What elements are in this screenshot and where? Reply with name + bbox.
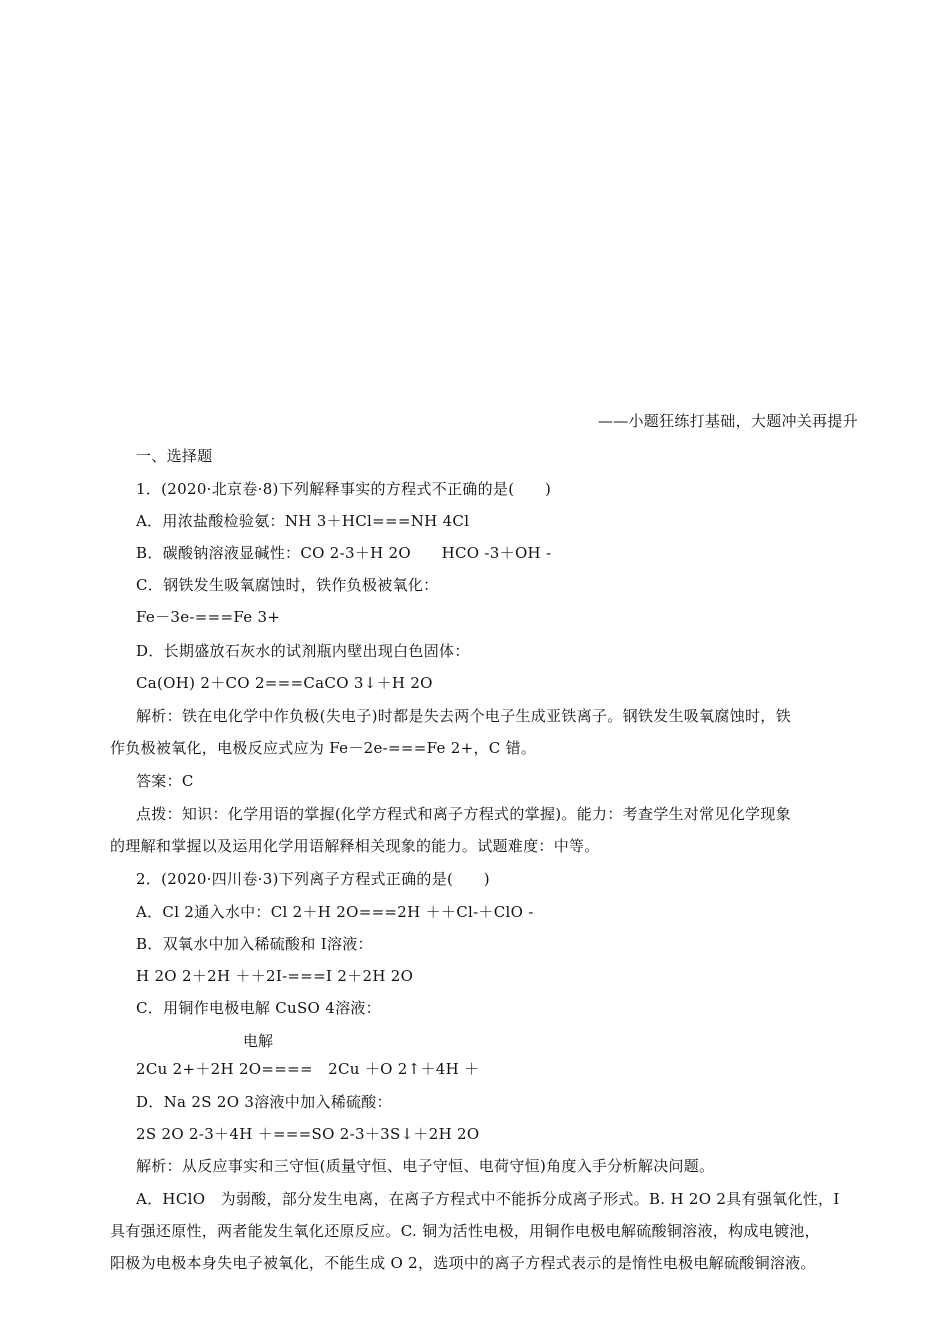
- section-title: 一、选择题: [136, 447, 213, 465]
- q2-option-c-equation: 2Cu 2+＋2H 2O==== 2Cu ＋O 2↑＋4H ＋: [136, 1060, 480, 1078]
- q2-analysis-line-2: A．HClO 为弱酸，部分发生电离，在离子方程式中不能拆分成离子形式。B. H 2O 2具有强氧化性，I: [136, 1190, 840, 1208]
- q1-tip-line-2: 的理解和掌握以及运用化学用语解释相关现象的能力。试题难度：中等。: [110, 837, 600, 855]
- q2-option-a: A．Cl 2通入水中：Cl 2＋H 2O===2H ＋＋Cl-＋ClO -: [136, 903, 534, 921]
- q2-option-d: D．Na 2S 2O 3溶液中加入稀硫酸：: [136, 1093, 392, 1111]
- q2-analysis-line-4: 阳极为电极本身失电子被氧化，不能生成 O 2，选项中的离子方程式表示的是惰性电极电解硫酸铜溶液。: [110, 1254, 816, 1272]
- q2-option-b: B．双氧水中加入稀硫酸和 I溶液：: [136, 935, 373, 953]
- q1-option-a: A．用浓盐酸检验氨：NH 3＋HCl===NH 4Cl: [136, 512, 470, 530]
- q1-option-d-equation: Ca(OH) 2＋CO 2===CaCO 3↓＋H 2O: [136, 674, 433, 692]
- slogan: ——小题狂练打基础，大题冲关再提升: [597, 412, 858, 430]
- q2-option-b-equation: H 2O 2＋2H ＋＋2I-===I 2＋2H 2O: [136, 967, 414, 985]
- q2-analysis-line-3: 具有强还原性，两者能发生氧化还原反应。C. 铜为活性电极，用铜作电极电解硫酸铜溶液，构成电镀池，: [110, 1222, 820, 1240]
- q1-option-c: C．钢铁发生吸氧腐蚀时，铁作负极被氧化：: [136, 576, 439, 594]
- q1-stem: 1．(2020·北京卷·8)下列解释事实的方程式不正确的是( ): [136, 480, 552, 498]
- q1-option-b: B．碳酸钠溶液显碱性：CO 2-3＋H 2O HCO -3＋OH -: [136, 544, 552, 562]
- electrolysis-label: 电解: [243, 1032, 274, 1050]
- q2-stem: 2．(2020·四川卷·3)下列离子方程式正确的是( ): [136, 870, 490, 888]
- q1-analysis-line-2: 作负极被氧化，电极反应式应为 Fe－2e-===Fe 2+，C 错。: [110, 739, 537, 757]
- q2-analysis-line-1: 解析：从反应事实和三守恒(质量守恒、电子守恒、电荷守恒)角度入手分析解决问题。: [136, 1157, 715, 1175]
- q1-tip-line-1: 点拨：知识：化学用语的掌握(化学方程式和离子方程式的掌握)。能力：考查学生对常见化学现象: [136, 805, 791, 823]
- q1-analysis-line-1: 解析：铁在电化学中作负极(失电子)时都是失去两个电子生成亚铁离子。钢铁发生吸氧腐蚀时，铁: [136, 707, 791, 725]
- q1-option-d: D．长期盛放石灰水的试剂瓶内壁出现白色固体：: [136, 642, 470, 660]
- q2-option-d-equation: 2S 2O 2-3＋4H ＋===SO 2-3＋3S↓＋2H 2O: [136, 1125, 480, 1143]
- q2-option-c: C．用铜作电极电解 CuSO 4溶液：: [136, 999, 381, 1017]
- q1-answer: 答案：C: [136, 772, 194, 790]
- q1-option-c-equation: Fe－3e-===Fe 3+: [136, 608, 281, 626]
